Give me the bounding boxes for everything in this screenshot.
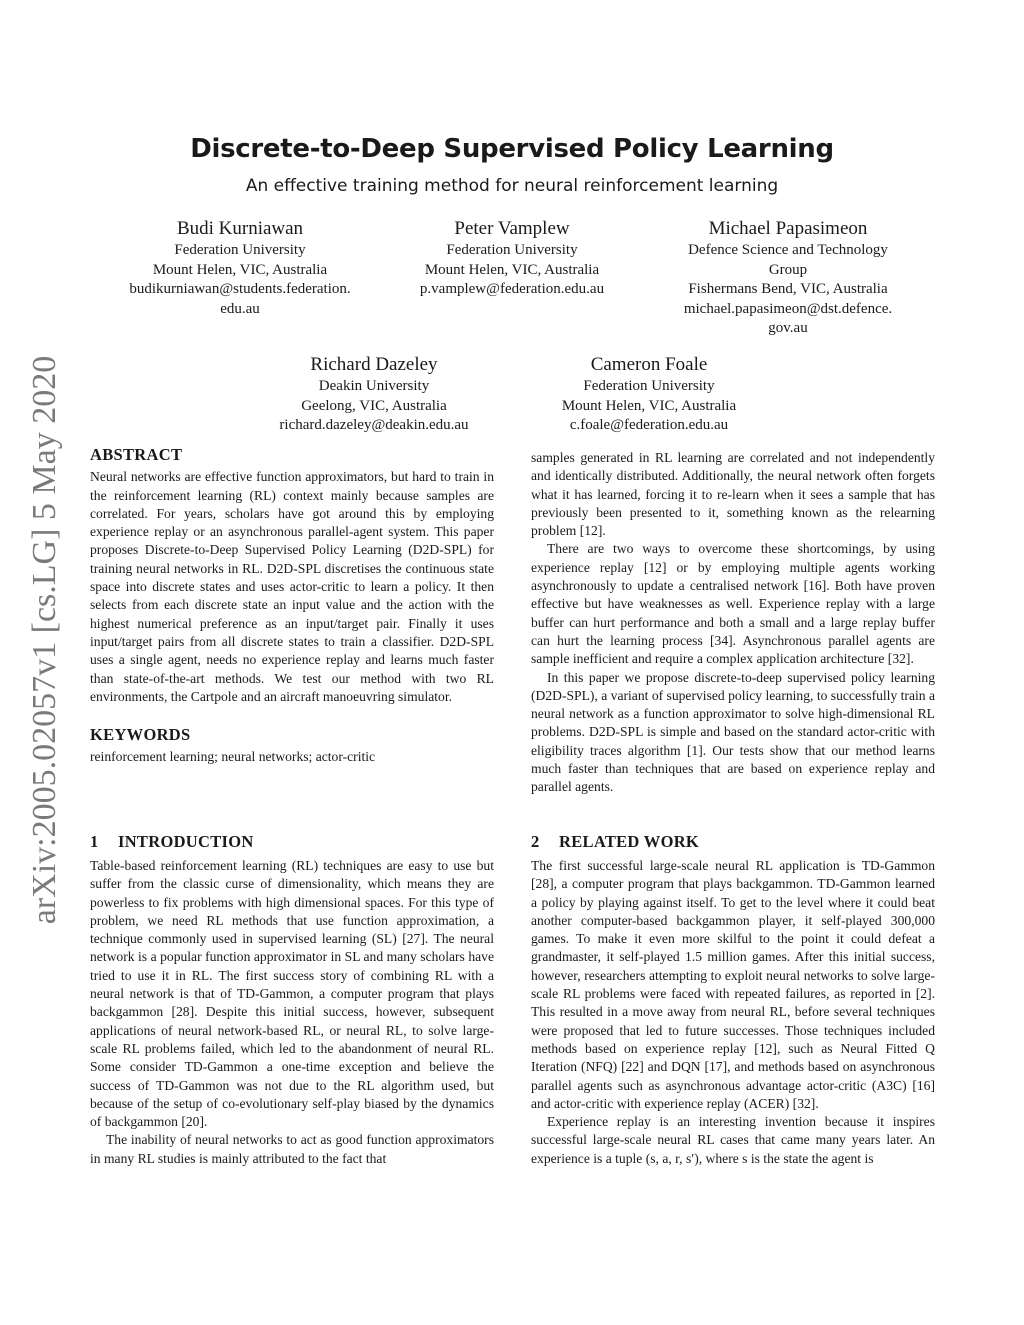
author-email: gov.au (768, 320, 808, 336)
author-name: Peter Vamplew (454, 218, 570, 239)
author-name: Michael Papasimeon (708, 218, 868, 239)
paragraph: In this paper we propose discrete-to-deep supervised policy learning (D2D-SPL), a variant of supervised policy learning, to successfully train a neural network as a function approximator to solve high-dimensional RL problems. D2D-SPL is simple and based on the standard actor-critic with eligibility traces algorithm [1]. Our tests show that our method learns much faster than techniques that are based on experience replay and parallel agents. (531, 669, 935, 795)
section-heading-introduction (90, 832, 254, 852)
section-title: RELATED WORK (559, 832, 700, 851)
author-location: Mount Helen, VIC, Australia (152, 261, 328, 278)
author-affiliation: Federation University (446, 242, 578, 258)
author-block (499, 353, 799, 436)
abstract-text: Neural networks are effective function approximators, but hard to train in the reinforcement learning (RL) context mainly because samples are correlated. For years, scholars have got around this by employing experience replay or an asynchronous parallel-agent system. This paper proposes Discrete-to-Deep Supervised Policy Learning (D2D-SPL) for training neural networks in RL. D2D-SPL discretises the continuous state space into discrete states and uses actor-critic to learn a policy. It then selects from each discrete state an input value and the action with the highest numerical preference as an input/target pair. Finally it uses input/target pairs from all discrete states to train a classifier. D2D-SPL uses a single agent, needs no experience replay and learns much faster than state-of-the-art methods. We test our method with two RL environments, the Cartpole and an aircraft manoeuvring simulator. (90, 469, 494, 704)
section-number: 1 (90, 832, 99, 851)
keywords-text: reinforcement learning; neural networks; actor-critic (90, 749, 376, 765)
section-number: 2 (531, 832, 540, 851)
author-block (638, 217, 938, 339)
paper-subtitle: An effective training method for neural reinforcement learning (245, 176, 779, 196)
left-column (90, 446, 494, 767)
paragraph: There are two ways to overcome these shortcomings, by using experience replay [12] or by employing multiple agents working asynchronously to update a centralised network [16]. Both have proven effective but have weaknesses as well. Experience replay with a large buffer can hurt performance and both a small and a large replay buffer can hurt the learning process [34]. Asynchronous parallel agents are sample inefficient and require a complex application architecture [32]. (531, 541, 935, 667)
author-affiliation: Deakin University (318, 378, 430, 394)
author-email: richard.dazeley@deakin.edu.au (279, 417, 469, 433)
author-block (362, 217, 662, 300)
author-location: Mount Helen, VIC, Australia (561, 397, 737, 414)
author-email: p.vamplew@federation.edu.au (419, 281, 605, 297)
abstract-heading: ABSTRACT (90, 445, 183, 464)
author-email: c.foale@federation.edu.au (569, 417, 729, 433)
author-name: Cameron Foale (590, 354, 708, 375)
section-title: INTRODUCTION (118, 832, 254, 851)
author-location: Mount Helen, VIC, Australia (424, 261, 600, 278)
author-email: budikurniawan@students.federation. (129, 281, 351, 297)
related-work-body (531, 857, 935, 1168)
author-affiliation: Federation University (174, 242, 306, 258)
author-name: Budi Kurniawan (176, 218, 304, 239)
author-email: edu.au (220, 300, 260, 317)
arxiv-id: arXiv:2005.02057v1 [cs.LG] 5 May 2020 (26, 355, 63, 925)
author-block (224, 353, 524, 436)
paper-title: Discrete-to-Deep Supervised Policy Learning (190, 134, 834, 164)
introduction-body (90, 857, 494, 1168)
paragraph: The first successful large-scale neural RL application is TD-Gammon [28], a computer program that plays backgammon. TD-Gammon learned a policy by playing against itself. To get to the level where it could beat another computer-based backgammon player, it self-played 300,000 games. To make it even more skilful to the point it could defeat a grandmaster, it self-played 1.5 million games. After this initial success, however, researchers attempting to exploit neural networks to solve large-scale RL problems were faced with repeated failures, as reported in [2]. This resulted in a move away from neural RL, before several techniques were proposed that led to future successes. Those techniques included methods based on experience replay [12], such as Neural Fitted Q Iteration (NFQ) [22] and DQN [17], and methods based on asynchronous parallel agents such as asynchronous advantage actor-critic (A3C) [16] and actor-critic with experience replay (ACER) [32]. (531, 858, 935, 1111)
paragraph: samples generated in RL learning are correlated and not independently and identically distributed. Additionally, the neural network often forgets what it has learned, forcing it to re-learn when it sees a sample that has previously been presented to it, something known as the relearning problem [12]. (531, 450, 935, 539)
author-block (90, 217, 390, 319)
paragraph: The inability of neural networks to act as good function approximators in many RL studies is mainly attributed to the fact that (90, 1132, 494, 1166)
keywords-heading: KEYWORDS (90, 725, 191, 745)
right-column (531, 449, 935, 797)
author-location: Fishermans Bend, VIC, Australia (688, 281, 888, 297)
author-name: Richard Dazeley (310, 354, 438, 375)
author-affiliation: Federation University (583, 378, 715, 394)
paragraph: Table-based reinforcement learning (RL) techniques are easy to use but suffer from the classic curse of dimensionality, which means they are powerless to fix problems with high dimensional spaces. For this type of problem, we need RL methods that use function approximation, a technique commonly used in supervised learning (SL) [27]. The neural network is a popular function approximator in SL and many scholars have tried to use it in RL. The first success story of combining RL with a neural network is that of TD-Gammon, a computer program that plays backgammon [28]. Despite this initial success, however, subsequent applications of neural network-based RL, or neural RL, to solve large-scale RL problems failed, which led to the abandonment of neural RL. Some consider TD-Gammon a one-time exception and believe the success of TD-Gammon was not due to the RL algorithm used, but because of the setup of co-evolutionary self-play biased by the dynamics of backgammon [20]. (90, 858, 494, 1130)
section-heading-related-work (531, 832, 699, 852)
author-affiliation: Defence Science and Technology (688, 242, 888, 258)
paragraph: Experience replay is an interesting invention because it inspires successful large-scale neural RL cases that came many years later. An experience is a tuple (s, a, r, s′), where s is the state the agent is (531, 1114, 935, 1166)
author-affiliation: Group (768, 261, 808, 278)
author-location: Geelong, VIC, Australia (301, 397, 447, 414)
author-email: michael.papasimeon@dst.defence. (683, 300, 893, 317)
